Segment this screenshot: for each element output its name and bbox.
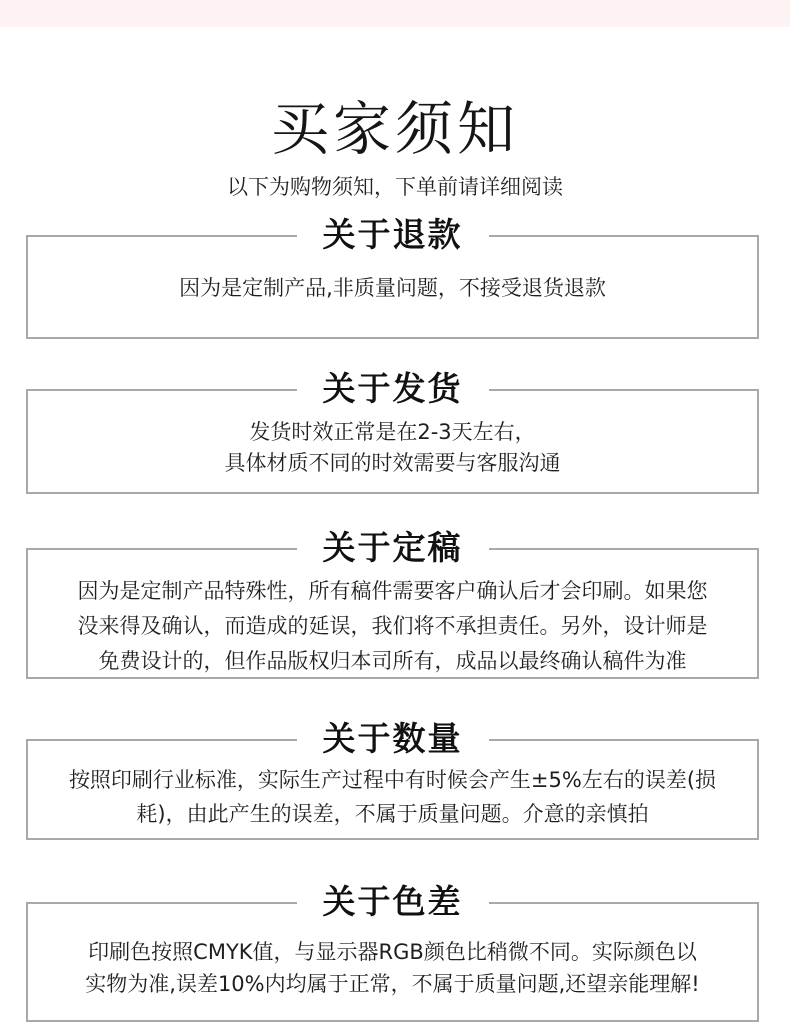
section-title-color-difference: 关于色差 — [297, 878, 489, 926]
section-body-final-draft — [28, 574, 757, 679]
section-text-line: 印刷色按照CMYK值，与显示器RGB颜色比稍微不同。实际颜色以 — [88, 940, 697, 964]
section-title-quantity: 关于数量 — [297, 715, 489, 763]
section-shipping — [26, 369, 759, 494]
section-refund — [26, 215, 759, 339]
section-text-line: 耗)，由此产生的误差，不属于质量问题。介意的亲慎拍 — [136, 802, 649, 826]
section-quantity — [26, 719, 759, 840]
top-decorative-band — [0, 0, 790, 27]
section-title-shipping: 关于发货 — [297, 365, 489, 413]
section-text-line: 实物为准,误差10%内均属于正常，不属于质量问题,还望亲能理解! — [85, 972, 700, 996]
section-body-quantity — [28, 763, 757, 831]
section-text-line: 没来得及确认，而造成的延误，我们将不承担责任。另外，设计师是 — [77, 614, 708, 638]
section-body-refund — [28, 273, 757, 303]
section-title-final-draft: 关于定稿 — [297, 524, 489, 572]
section-text-line: 因为是定制产品特殊性，所有稿件需要客户确认后才会印刷。如果您 — [77, 579, 708, 603]
section-title-refund: 关于退款 — [297, 211, 489, 259]
section-final-draft — [26, 528, 759, 679]
page-title: 买家须知 — [270, 95, 519, 163]
section-text-line: 具体材质不同的时效需要与客服沟通 — [224, 451, 561, 475]
section-color-difference — [26, 882, 759, 1022]
section-body-color-difference — [28, 936, 757, 1000]
section-text-line: 免费设计的，但作品版权归本司所有，成品以最终确认稿件为准 — [98, 649, 687, 673]
section-body-shipping — [28, 417, 757, 479]
section-text-line: 按照印刷行业标准，实际生产过程中有时候会产生±5%左右的误差(损 — [68, 768, 717, 792]
page-subtitle: 以下为购物须知，下单前请详细阅读 — [227, 175, 563, 199]
section-text-line: 因为是定制产品,非质量问题，不接受退货退款 — [179, 276, 606, 300]
section-text-line: 发货时效正常是在2-3天左右， — [249, 420, 536, 444]
